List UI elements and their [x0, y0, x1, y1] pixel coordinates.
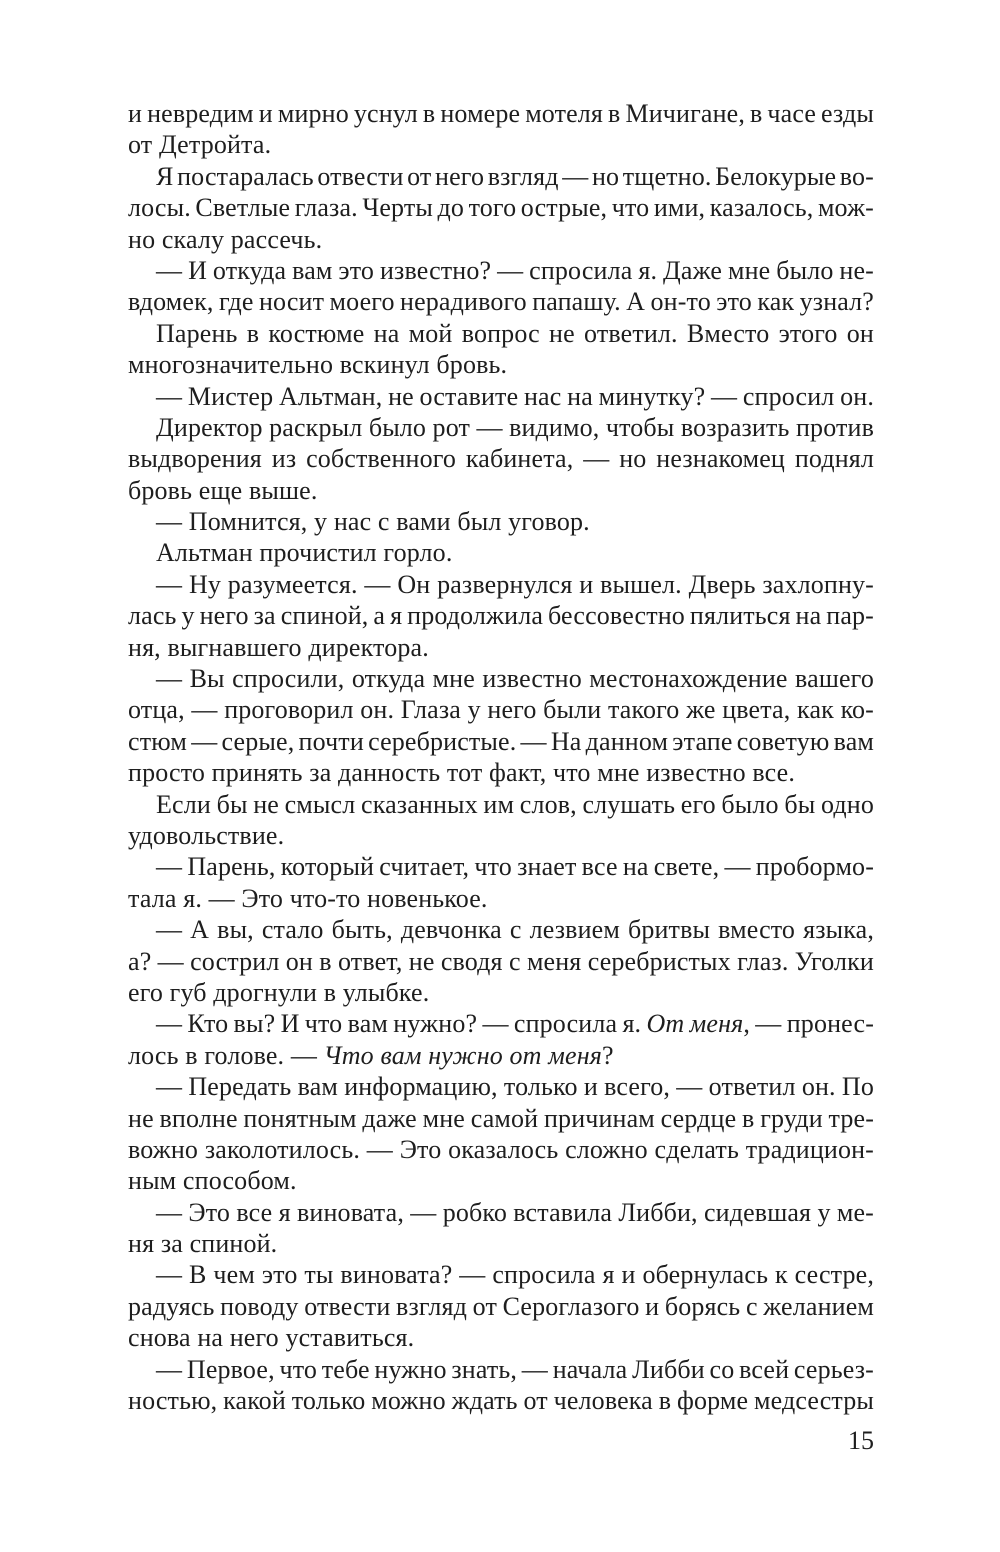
text-line [128, 977, 874, 1008]
text-segment: тала я. — Это что-то новенькое. [128, 883, 488, 913]
text-line [128, 569, 874, 600]
text-segment: , — пронес- [743, 1009, 874, 1039]
text-segment: снова на него уставиться. [128, 1323, 415, 1353]
text-line [128, 1354, 874, 1385]
text-segment: Если бы не смысл сказанных им слов, слушать его было бы одно [156, 789, 874, 819]
text-segment: — Парень, который считает, что знает все на свете, — пробормо- [156, 852, 874, 882]
text-line [128, 1040, 874, 1071]
text-segment: вдомек, где носит моего нерадивого папашу. А он-то это как узнал? [128, 287, 874, 317]
italic-text: От меня [646, 1009, 744, 1039]
text-line [128, 412, 874, 443]
text-line [128, 757, 874, 788]
text-segment: и невредим и мирно уснул в номере мотеля в Мичигане, в часе езды [128, 99, 874, 128]
text-segment: Я постаралась отвести от него взгляд — но тщетно. Белокурые во- [156, 161, 874, 191]
text-line [128, 1259, 874, 1290]
text-segment: Директор раскрыл было рот — видимо, чтобы возразить против [156, 412, 874, 442]
text-line [128, 349, 874, 380]
text-line [128, 789, 874, 820]
text-segment: отца, — проговорил он. Глаза у него были такого же цвета, как ко- [128, 695, 874, 725]
text-segment: выдворения из собственного кабинета, — но незнакомец поднял [128, 444, 874, 474]
text-segment: — В чем это ты виновата? — спросила я и обернулась к сестре, [156, 1260, 874, 1290]
text-segment: Парень в костюме на мой вопрос не ответил. Вместо этого он [156, 318, 874, 348]
text-line [128, 161, 874, 192]
text-segment: ня за спиной. [128, 1229, 278, 1259]
text-line [128, 192, 874, 223]
text-line [128, 600, 874, 631]
text-segment: радуясь поводу отвести взгляд от Сероглазого и борясь с желанием [128, 1291, 874, 1321]
text-line [128, 1322, 874, 1353]
text-line [128, 946, 874, 977]
text-line [128, 506, 874, 537]
text-line [128, 1228, 874, 1259]
text-line [128, 255, 874, 286]
text-segment: — Вы спросили, откуда мне известно местонахождение вашего [156, 664, 874, 694]
text-line [128, 1103, 874, 1134]
text-line [128, 1134, 874, 1165]
text-segment: — А вы, стало быть, девчонка с лезвием бритвы вместо языка, [156, 915, 874, 945]
text-line [128, 851, 874, 882]
text-segment: но скалу рассечь. [128, 224, 323, 254]
text-line [128, 318, 874, 349]
text-segment: — Мистер Альтман, не оставите нас на минутку? — спросил он. [156, 381, 875, 411]
text-line [128, 1008, 874, 1039]
text-line [128, 381, 874, 412]
text-segment: просто принять за данность тот факт, что мне известно все. [128, 758, 796, 788]
text-segment: бровь еще выше. [128, 475, 318, 505]
text-segment: лосы. Светлые глаза. Черты до того острые, что ими, казалось, мож- [128, 193, 874, 223]
text-line [128, 726, 874, 757]
text-line [128, 1165, 874, 1196]
text-segment: ? [601, 1040, 614, 1070]
text-line [128, 1197, 874, 1228]
text-segment: удовольствие. [128, 820, 285, 850]
text-segment: не вполне понятным даже мне самой причинам сердце в груди тре- [128, 1103, 874, 1133]
text-line [128, 632, 874, 663]
text-segment: — Кто вы? И что вам нужно? — спросила я. [156, 1009, 647, 1039]
text-line [128, 475, 874, 506]
text-segment: Альтман прочистил горло. [156, 538, 453, 568]
text-segment: ня, выгнавшего директора. [128, 632, 429, 662]
text-segment: — И откуда вам это известно? — спросила я. Даже мне было не- [156, 255, 874, 285]
text-line [128, 914, 874, 945]
text-segment: — Первое, что тебе нужно знать, — начала Либби со всей серьез- [156, 1354, 874, 1384]
text-segment: многозначительно вскинул бровь. [128, 350, 508, 380]
text-segment: — Ну разумеется. — Он развернулся и вышел. Дверь захлопну- [156, 569, 874, 599]
text-segment: а? — сострил он в ответ, не сводя с меня серебристых глаз. Уголки [128, 946, 874, 976]
text-segment: — Помнится, у нас с вами был уговор. [156, 507, 590, 537]
text-segment: лась у него за спиной, а я продолжила бессовестно пялиться на пар- [128, 601, 874, 631]
text-segment: ным способом. [128, 1166, 297, 1196]
text-line [128, 1291, 874, 1322]
text-segment: — Это все я виновата, — робко вставила Либби, сидевшая у ме- [156, 1197, 874, 1227]
text-line [128, 98, 874, 129]
text-line [128, 1385, 874, 1416]
text-line [128, 443, 874, 474]
italic-text: Что вам нужно от меня [323, 1040, 602, 1070]
text-line [128, 224, 874, 255]
text-segment: стюм — серые, почти серебристые. — На данном этапе советую вам [128, 726, 874, 756]
text-segment: от Детройта. [128, 130, 272, 160]
text-line [128, 820, 874, 851]
text-segment: вожно заколотилось. — Это оказалось сложно сделать традицион- [128, 1134, 874, 1164]
text-line [128, 286, 874, 317]
text-line [128, 537, 874, 568]
body-text [128, 98, 874, 1416]
text-segment: лось в голове. — [128, 1040, 324, 1070]
text-segment: его губ дрогнули в улыбке. [128, 977, 430, 1007]
text-line [128, 129, 874, 160]
text-line [128, 694, 874, 725]
text-segment: — Передать вам информацию, только и всего, — ответил он. По [156, 1072, 874, 1102]
text-line [128, 663, 874, 694]
text-line [128, 883, 874, 914]
text-line [128, 1071, 874, 1102]
page-number: 15 [848, 1426, 874, 1455]
text-segment: ностью, какой только можно ждать от человека в форме медсестры [128, 1386, 874, 1416]
